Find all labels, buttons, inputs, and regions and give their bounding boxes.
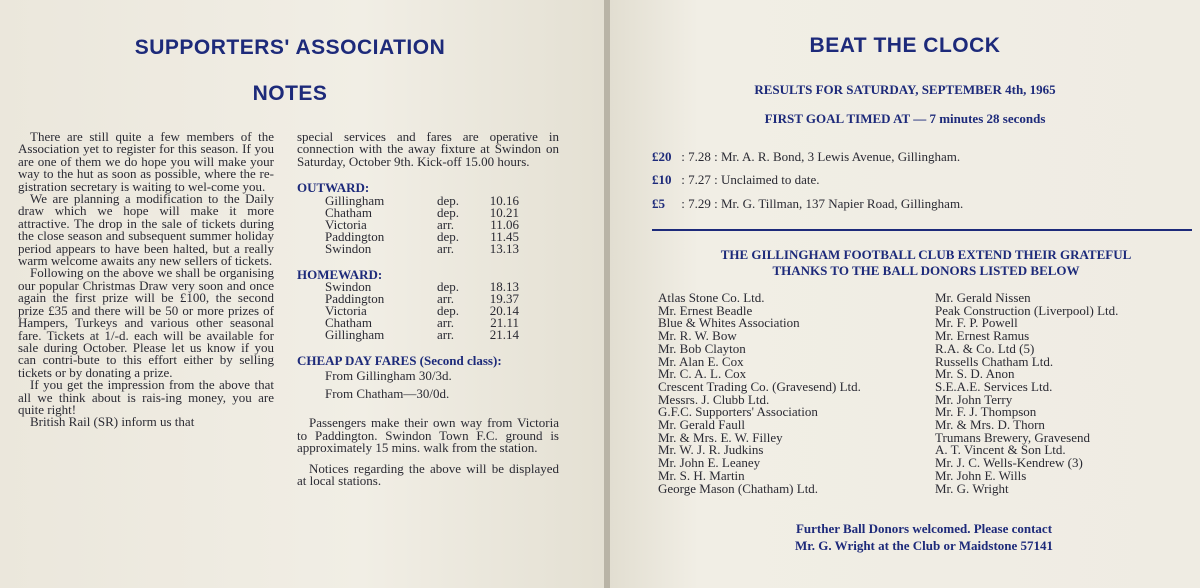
list-item: Mr. Gerald Faull — [658, 417, 746, 433]
list-item: R.A. & Co. Ltd (5) — [935, 340, 1035, 356]
further-donors-note: Further Ball Donors welcomed. Please contact Mr. G. Wright at the Club or Maidstone 57141 — [794, 521, 1054, 553]
notes-column-2 — [297, 131, 559, 487]
homeward-timetable — [325, 281, 519, 341]
table-row: Chatham dep. 10.21 — [325, 204, 519, 220]
table-row: Swindon arr. 13.13 — [325, 240, 519, 256]
list-item: Mr. J. C. Wells-Kendrew (3) — [935, 455, 1083, 471]
list-item: Mr. & Mrs. E. W. Filley — [658, 429, 783, 445]
outward-heading: OUTWARD: — [297, 180, 370, 196]
list-item: Mr. F. J. Thompson — [935, 404, 1037, 420]
list-item: Mr. Ernest Beadle — [658, 302, 753, 318]
list-item: Mr. Alan E. Cox — [658, 353, 744, 369]
list-item: Peak Construction (Liverpool) Ltd. — [935, 302, 1119, 318]
list-item: Trumans Brewery, Gravesend — [935, 429, 1091, 445]
fare-line: From Chatham—30/0d. — [325, 386, 450, 402]
list-item: S.E.A.E. Services Ltd. — [935, 378, 1053, 394]
list-item: Messrs. J. Clubb Ltd. — [658, 391, 770, 407]
list-item: Mr. S. D. Anon — [935, 366, 1015, 382]
beat-the-clock-title: BEAT THE CLOCK — [809, 34, 1001, 57]
list-item: George Mason (Chatham) Ltd. — [658, 480, 819, 496]
list-item: Mr. F. P. Powell — [935, 315, 1018, 331]
list-item: Mr. C. A. L. Cox — [658, 366, 747, 382]
table-row: Victoria dep. 20.14 — [325, 303, 519, 319]
cheap-fares-heading: CHEAP DAY FARES (Second class): — [297, 353, 502, 369]
list-item: Mr. Ernest Ramus — [935, 328, 1030, 344]
notices-paragraph: Notices regarding the above will be displayed at local stations. — [297, 460, 559, 489]
list-item: Mr. G. Wright — [935, 480, 1009, 496]
list-item: G.F.C. Supporters' Association — [658, 404, 818, 420]
supporters-association-title: SUPPORTERS' ASSOCIATION — [134, 36, 446, 59]
list-item: Blue & Whites Association — [658, 315, 800, 331]
list-item: Mr. Gerald Nissen — [935, 290, 1031, 305]
prize-row: £5 : 7.29 : Mr. G. Tillman, 137 Napier Road, Gillingham. — [652, 196, 964, 211]
notes-paragraph: We are planning a modification to the Daily draw which we hope will make it more attractive. The drop in the sale of tickets during the close season and subsequent summer holiday period appears to have been halted, but a really warm welcome awaits any new sellers of tickets. — [18, 191, 274, 269]
notes-title: NOTES — [252, 82, 328, 105]
list-item: Russells Chatham Ltd. — [935, 353, 1054, 369]
list-item: Mr. & Mrs. D. Thorn — [935, 417, 1045, 433]
prize-row: £20 : 7.28 : Mr. A. R. Bond, 3 Lewis Avenue, Gillingham. — [652, 149, 961, 164]
passengers-paragraph: Passengers make their own way from Victoria to Paddington. Swindon Town F.C. ground is approximately 15 mins. walk from the station. — [297, 415, 559, 456]
fare-line: From Gillingham 30/3d. — [325, 368, 452, 384]
table-row: Paddington arr. 19.37 — [325, 291, 519, 307]
table-row: Gillingham arr. 21.14 — [325, 327, 519, 343]
list-item: Mr. R. W. Bow — [658, 328, 737, 344]
list-item: Mr. John Terry — [935, 391, 1013, 407]
rail-intro: special services and fares are operative in connection with the away fixture at Swindon on Saturday, October 9th. Kick-off 15.00 hours. — [297, 129, 559, 169]
table-row: Paddington dep. 11.45 — [325, 228, 519, 244]
list-item: Crescent Trading Co. (Gravesend) Ltd. — [658, 378, 861, 394]
table-row: Gillingham dep. 10.16 — [325, 192, 519, 208]
donors-right-column — [935, 292, 1197, 495]
notes-column-1 — [18, 131, 274, 429]
homeward-heading: HOMEWARD: — [297, 266, 383, 282]
list-item: Mr. Bob Clayton — [658, 340, 746, 356]
outward-timetable — [325, 192, 519, 256]
notes-paragraph: Following on the above we shall be organising our popular Christmas Draw very soon and once again the first prize will be £100, the second prize £35 and there will be 50 or more prizes of Hampers, Turkeys and various other seasonal fare. Tickets at 1/-d. each will be available for sale during October. Please let us know if you can contri-bute to this effort either by selling tickets or by donating a prize. — [18, 265, 274, 380]
table-row: Swindon dep. 18.13 — [325, 279, 519, 295]
list-item: Mr. S. H. Martin — [658, 467, 745, 483]
list-item: Mr. John E. Wills — [935, 467, 1027, 483]
thanks-heading: THE GILLINGHAM FOOTBALL CLUB EXTEND THEIR GRATEFUL THANKS TO THE BALL DONORS LISTED BELOW — [720, 247, 1132, 278]
results-heading: RESULTS FOR SATURDAY, SEPTEMBER 4th, 1965 — [754, 82, 1056, 97]
notes-paragraph: If you get the impression from the above that all we think about is rais-ing money, you are quite right! — [18, 377, 274, 417]
notes-paragraph: There are still quite a few members of the Association yet to register for this season. If you are one of them we do hope you will make your way to the hut as soon as possible, where the re-gistration secretary is waiting to wel-come you. — [18, 129, 274, 194]
list-item: Mr. W. J. R. Judkins — [658, 442, 764, 458]
table-row: Victoria arr. 11.06 — [325, 216, 519, 232]
first-goal-line: FIRST GOAL TIMED AT — 7 minutes 28 seconds — [764, 111, 1046, 126]
list-item: A. T. Vincent & Son Ltd. — [935, 442, 1066, 458]
prize-row: £10 : 7.27 : Unclaimed to date. — [652, 172, 820, 187]
table-row: Chatham arr. 21.11 — [325, 315, 519, 331]
list-item: Mr. John E. Leaney — [658, 455, 761, 471]
right-page — [610, 0, 1200, 588]
list-item: Atlas Stone Co. Ltd. — [658, 290, 765, 305]
divider-rule — [652, 229, 1192, 231]
notes-paragraph: British Rail (SR) inform us that — [30, 414, 195, 430]
donors-left-column — [658, 292, 934, 495]
